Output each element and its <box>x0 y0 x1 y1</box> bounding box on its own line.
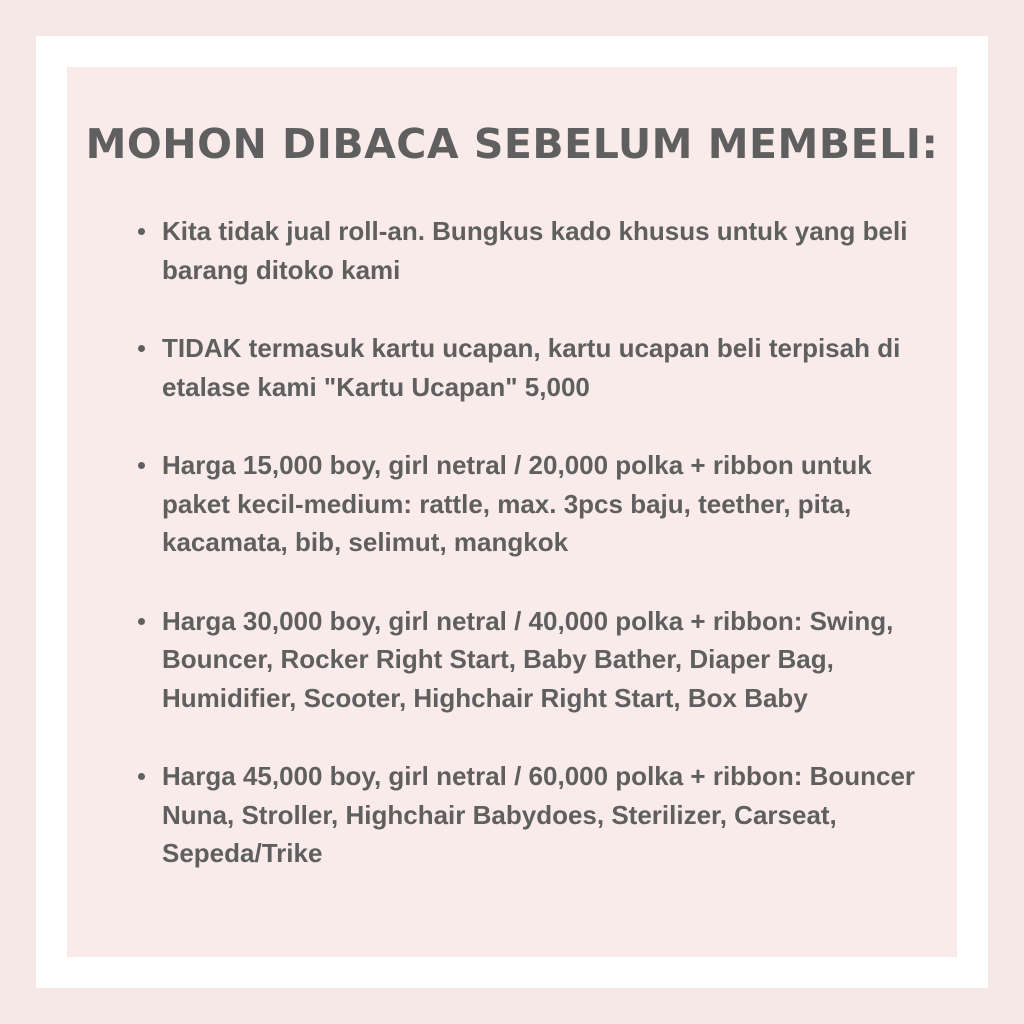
notice-item-extra-large-price: Harga 45,000 boy, girl netral / 60,000 polka + ribbon: Bouncer Nuna, Stroller, Highchair Babydoes, Sterilizer, Carseat, Sepeda/Trike <box>138 757 938 873</box>
notice-item-no-roll: Kita tidak jual roll-an. Bungkus kado khusus untuk yang beli barang ditoko kami <box>138 212 938 289</box>
notice-item-greeting-card: TIDAK termasuk kartu ucapan, kartu ucapan beli terpisah di etalase kami "Kartu Ucapan" 5,000 <box>138 329 938 406</box>
notice-title: MOHON DIBACA SEBELUM MEMBELI: <box>85 120 939 168</box>
notice-item-small-medium-price: Harga 15,000 boy, girl netral / 20,000 polka + ribbon untuk paket kecil-medium: rattle, max. 3pcs baju, teether, pita, kacamata, bib, selimut, mangkok <box>138 446 938 562</box>
notice-list <box>138 212 938 913</box>
notice-item-large-price: Harga 30,000 boy, girl netral / 40,000 polka + ribbon: Swing, Bouncer, Rocker Right Start, Baby Bather, Diaper Bag, Humidifier, Scooter, Highchair Right Start, Box Baby <box>138 602 938 718</box>
